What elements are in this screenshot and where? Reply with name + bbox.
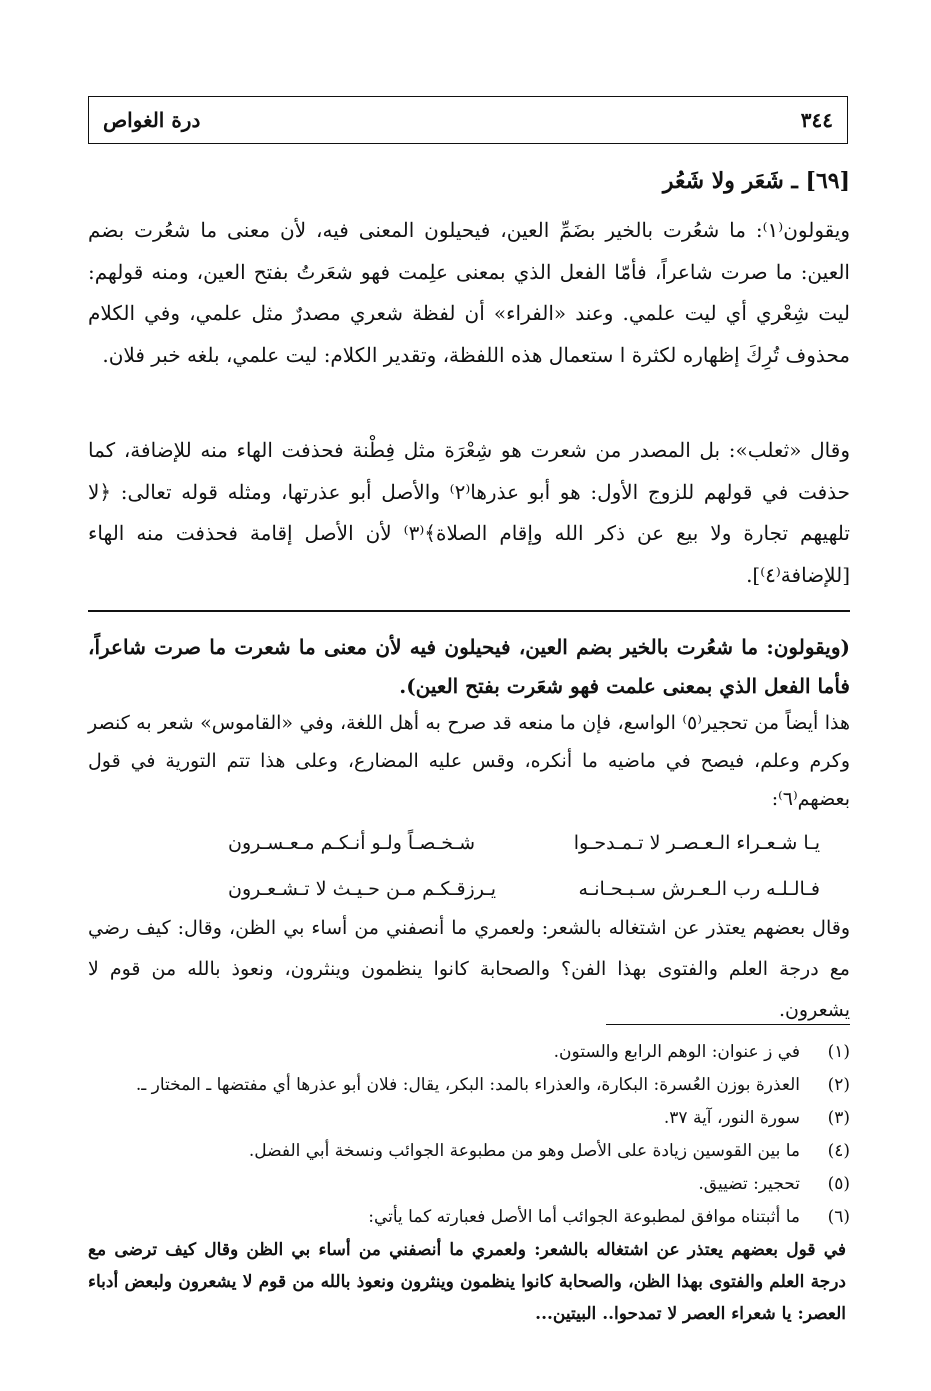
- commentary-body: هذا أيضاً من تحجير⁽٥⁾ الواسع، فإن ما منعه قد صرح به أهل اللغة، وفي «القاموس» شعر به كنصر وكرم وعلم، فيصح في ماضيه ما أنكره، وقس عليه المضارع، وعلى هذا تتم التورية في قول بعضهم⁽٦⁾:: [88, 712, 850, 810]
- footnote-number: (٦): [827, 1207, 850, 1227]
- book-title: درة الغواص: [103, 108, 201, 132]
- footnote-number: (٥): [827, 1174, 850, 1194]
- footnote: [88, 1102, 850, 1135]
- commentary-end: وقال بعضهم يعتذر عن اشتغاله بالشعر: ولعمري ما أنصفني من أساء بي الظن، وقال: كيف رضي مع درجة العلم والفتوى بهذا الفن؟ والصحابة كانوا ينظمون وينثرون، ونعوذ بالله من قوم لا يشعرون.: [88, 917, 850, 1021]
- verse-second-hemistich: شـخـصـاً ولـو أنـكـم مـعـسـرون: [228, 832, 476, 854]
- footnote-number: (٢): [827, 1075, 850, 1095]
- verse-second-hemistich: يـرزقـكـم مـن حـيـث لا تـشـعـرون: [228, 878, 497, 900]
- verse-first-hemistich: يـا شـعـراء الـعـصـر لا تـمـدحـوا: [573, 832, 820, 854]
- footnote: [88, 1036, 850, 1069]
- footnote-text: العذرة بوزن العُسرة: البكارة، والعذراء بالمد: البكر، يقال: فلان أبو عذرها أي مفتضها ـ المختار ـ.: [135, 1075, 800, 1095]
- footnote-6-detail: في قول بعضهم يعتذر عن اشتغاله بالشعر: ولعمري ما أنصفني من أساء بي الظن وقال كيف ترضى مع درجة العلم والفتوى بهذا الظن، والصحابة كانوا ينظمون وينثرون ونعوذ بالله من قوم لا يشعرون ولبعض أدباء العصر: يا شعراء العصر لا تمدحوا.. البيتين...: [88, 1240, 846, 1324]
- footnotes: [88, 1036, 850, 1330]
- footnote-number: (١): [827, 1042, 850, 1062]
- verse-first-hemistich: فـالـلـه رب الـعـرش سـبـحـانـه: [578, 878, 820, 900]
- footnote-divider: [606, 1024, 850, 1025]
- page-number: ٣٤٤: [800, 108, 833, 132]
- verse-line: [88, 820, 850, 866]
- footnote: [88, 1069, 850, 1102]
- footnote-number: (٤): [827, 1141, 850, 1161]
- verse-line: [88, 866, 850, 912]
- footnote-text: في ز عنوان: الوهم الرابع والستون.: [553, 1042, 800, 1062]
- page-header: [88, 96, 848, 144]
- main-paragraph-2: وقال «ثعلب»: بل المصدر من شعرت هو شِعْرَة مثل فِطْنة فحذفت الهاء منه للإضافة، كما حذفت في قولهم للزوج الأول: هو أبو عذرها⁽٢⁾ والأصل أبو عذرتها، ومثله قوله تعالى: ﴿لا تلهيهم تجارة ولا بيع عن ذكر الله وإقام الصلاة﴾⁽٣⁾ لأن الأصل إقامة فحذفت منه الهاء [للإضافة⁽٤⁾].: [88, 438, 851, 587]
- section-divider: [88, 610, 850, 612]
- footnote: [88, 1168, 850, 1201]
- main-paragraph-1: ويقولون⁽١⁾: ما شعُرت بالخير بضَمِّ العين، فيحيلون المعنى فيه، لأن معنى ما شعُرت بضم العين: ما صرت شاعراً، فأمّا الفعل الذي بمعنى علِمت فهو شعَرتُ بفتح العين، ومنه قولهم: ليت شِعْري أي ليت علمي. وعند «الفراء» أن لفظة شعري مصدرٌ مثل علمي، وفي الكلام محذوف تُرِكَ إظهاره لكثرة ا ستعمال هذه اللفظة، وتقدير الكلام: ليت علمي، بلغه خبر فلان.: [88, 218, 850, 367]
- poem-verses: [88, 820, 850, 912]
- footnote-number: (٣): [827, 1108, 850, 1128]
- footnote: [88, 1201, 850, 1234]
- commentary-quote: (ويقولون: ما شعُرت بالخير بضم العين، فيحيلون فيه لأن معنى ما شعرت ما صرت شاعراً، فأما الفعل الذي بمعنى علمت فهو شعَرت بفتح العين).: [88, 635, 850, 698]
- footnote-text: ما بين القوسين زيادة على الأصل وهو من مطبوعة الجوائب ونسخة أبي الفضل.: [248, 1141, 800, 1161]
- footnote-text: تحجير: تضييق.: [698, 1174, 800, 1194]
- entry-title: [٦٩] ـ شَعَر ولا شَعُر: [662, 168, 850, 194]
- footnote-text: ما أثبتناه موافق لمطبوعة الجوائب أما الأصل فعبارته كما يأتي:: [368, 1207, 800, 1227]
- footnote-text: سورة النور، آية ٣٧.: [663, 1108, 800, 1128]
- footnote: [88, 1135, 850, 1168]
